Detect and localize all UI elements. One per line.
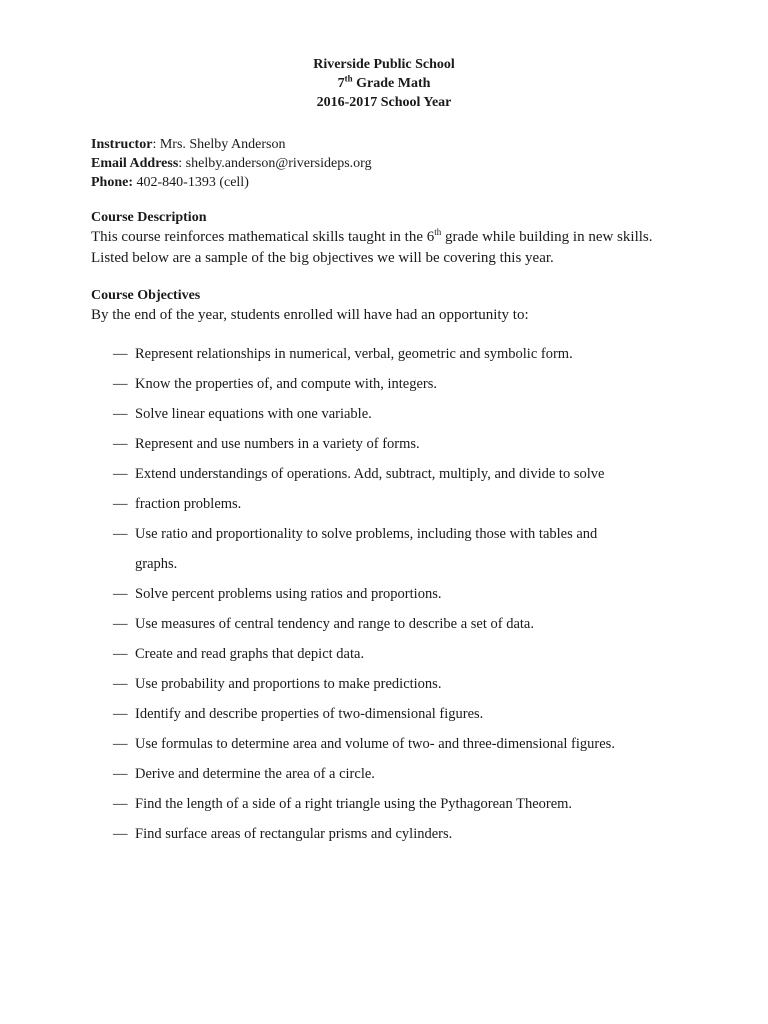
- list-item: [113, 523, 713, 553]
- dash-bullet: —: [113, 406, 128, 422]
- list-item: [113, 793, 713, 823]
- list-item-text: Solve linear equations with one variable.: [135, 406, 372, 422]
- dash-bullet: —: [113, 586, 128, 602]
- list-item: [113, 493, 713, 523]
- list-item: [113, 823, 713, 853]
- list-item-text: Know the properties of, and compute with, integers.: [135, 376, 438, 392]
- list-item: [113, 673, 713, 703]
- course-title: [0, 74, 768, 93]
- description-title: Course Description: [91, 210, 207, 225]
- list-item: [113, 433, 713, 463]
- instructor-line: [91, 135, 372, 154]
- list-item-text: Identify and describe properties of two-dimensional figures.: [135, 706, 484, 722]
- phone-value: 402-840-1393 (cell): [133, 175, 249, 190]
- list-item: [113, 583, 713, 613]
- course-description: [91, 208, 691, 269]
- instructor-label: Instructor: [91, 137, 153, 152]
- list-item: [113, 763, 713, 793]
- dash-bullet: —: [113, 376, 128, 392]
- dash-bullet: —: [113, 466, 128, 482]
- list-item: [113, 463, 713, 493]
- list-item: [113, 643, 713, 673]
- list-item: [113, 613, 713, 643]
- list-item: [113, 373, 713, 403]
- dash-bullet: —: [113, 616, 128, 632]
- dash-bullet: —: [113, 346, 128, 362]
- dash-bullet: —: [113, 496, 128, 512]
- grade-number: 7: [337, 76, 345, 91]
- dash-bullet: —: [113, 736, 128, 752]
- dash-bullet: —: [113, 676, 128, 692]
- objectives-title: Course Objectives: [91, 288, 201, 303]
- dash-bullet: —: [113, 436, 128, 452]
- contact-block: [91, 135, 372, 192]
- list-item-text: Use ratio and proportionality to solve problems, including those with tables and: [135, 526, 598, 542]
- phone-label: Phone:: [91, 175, 133, 190]
- document-header: [0, 55, 768, 112]
- email-label: Email Address: [91, 156, 179, 171]
- instructor-value: : Mrs. Shelby Anderson: [152, 137, 286, 152]
- list-item-text: Find surface areas of rectangular prisms and cylinders.: [135, 826, 453, 842]
- phone-line: [91, 173, 372, 192]
- grade-rest: Grade Math: [352, 76, 431, 91]
- list-item: [113, 343, 713, 373]
- description-text-b: grade while building in new skills. Listed below are a sample of the big objectives we will be covering this year.: [91, 229, 653, 266]
- list-item: [113, 733, 713, 763]
- email-value: : shelby.anderson@riversideps.org: [178, 156, 372, 171]
- objectives-intro: By the end of the year, students enrolled will have had an opportunity to:: [91, 307, 529, 323]
- list-item-text: Find the length of a side of a right triangle using the Pythagorean Theorem.: [135, 796, 573, 812]
- list-item-text: Extend understandings of operations. Add, subtract, multiply, and divide to solve: [135, 466, 605, 482]
- email-line: [91, 154, 372, 173]
- dash-bullet: —: [113, 646, 128, 662]
- list-item-text: Derive and determine the area of a circle.: [135, 766, 375, 782]
- list-item-text: Solve percent problems using ratios and proportions.: [135, 586, 442, 602]
- list-item-continuation: [113, 553, 713, 583]
- grade-superscript: th: [344, 73, 353, 84]
- objectives-list: [113, 343, 713, 853]
- list-item-text: Represent and use numbers in a variety of forms.: [135, 436, 420, 452]
- dash-bullet: —: [113, 706, 128, 722]
- list-item-text: graphs.: [135, 556, 178, 572]
- list-item-text: Use probability and proportions to make predictions.: [135, 676, 442, 692]
- course-objectives: [91, 286, 691, 326]
- dash-bullet: —: [113, 796, 128, 812]
- list-item-text: Create and read graphs that depict data.: [135, 646, 365, 662]
- dash-bullet: —: [113, 766, 128, 782]
- list-item-text: fraction problems.: [135, 496, 242, 512]
- list-item: [113, 703, 713, 733]
- list-item: [113, 403, 713, 433]
- description-text: [91, 227, 691, 269]
- description-text-a: This course reinforces mathematical skills taught in the 6: [91, 229, 435, 245]
- list-item-text: Use measures of central tendency and range to describe a set of data.: [135, 616, 534, 632]
- school-name: Riverside Public School: [313, 57, 455, 72]
- dash-bullet: —: [113, 826, 128, 842]
- dash-bullet: —: [113, 526, 128, 542]
- list-item-text: Represent relationships in numerical, verbal, geometric and symbolic form.: [135, 346, 573, 362]
- school-year: 2016-2017 School Year: [316, 95, 452, 110]
- description-superscript: th: [434, 227, 442, 237]
- list-item-text: Use formulas to determine area and volume of two- and three-dimensional figures.: [135, 736, 615, 752]
